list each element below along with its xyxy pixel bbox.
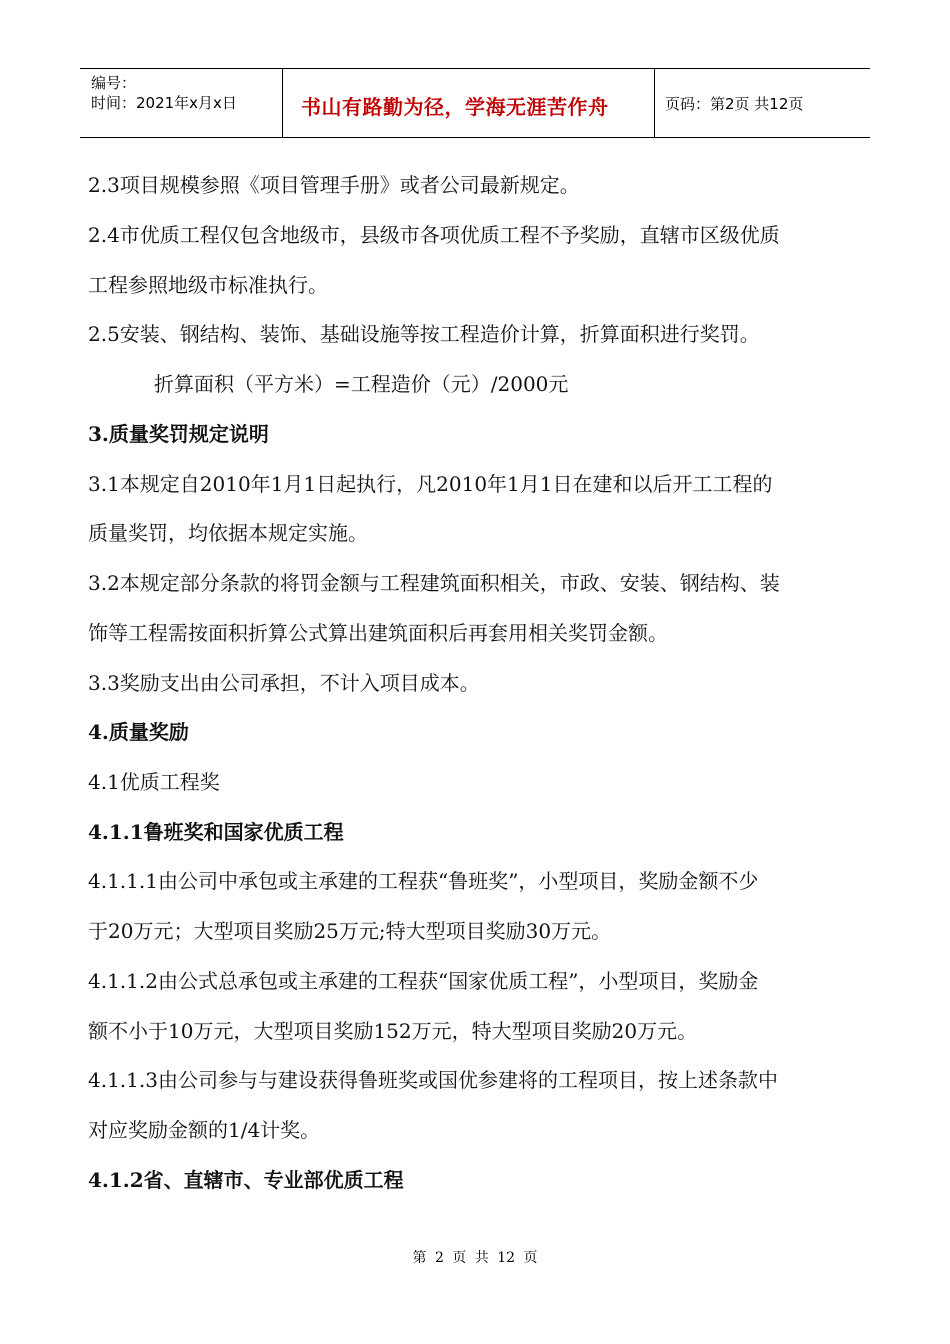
clause-3-1-cont: 质量奖罚，均依据本规定实施。 (88, 521, 368, 545)
clause-4-1-1-heading: 4.1.1鲁班奖和国家优质工程 (88, 820, 344, 844)
document-number-label: 编号： (91, 74, 137, 92)
header-motto: 书山有路勤为径，学海无涯苦作舟 (301, 95, 609, 119)
clause-2-4: 2.4市优质工程仅包含地级市，县级市各项优质工程不予奖励，直辖市区级优质 (88, 223, 780, 247)
clause-3-2: 3.2本规定部分条款的将罚金额与工程建筑面积相关，市政、安装、钢结构、装 (88, 571, 780, 595)
clause-4-1-1-3-cont: 对应奖励金额的1/4计奖。 (88, 1118, 321, 1142)
header-page-cell (655, 69, 870, 137)
clause-4-1-1-1: 4.1.1.1由公司中承包或主承建的工程获“鲁班奖”，小型项目，奖励金额不少 (88, 869, 759, 893)
section-3-heading: 3.质量奖罚规定说明 (88, 422, 269, 446)
clause-4-1-1-2: 4.1.1.2由公式总承包或主承建的工程获“国家优质工程”，小型项目，奖励金 (88, 969, 759, 993)
clause-3-1: 3.1本规定自2010年1月1日起执行，凡2010年1月1日在建和以后开工工程的 (88, 472, 773, 496)
clause-2-3: 2.3项目规模参照《项目管理手册》或者公司最新规定。 (88, 173, 580, 197)
document-date: 时间：2021年x月x日 (91, 94, 237, 112)
area-formula: 折算面积（平方米）=工程造价（元）/2000元 (154, 372, 569, 396)
clause-3-2-cont: 饰等工程需按面积折算公式算出建筑面积后再套用相关奖罚金额。 (88, 621, 668, 645)
clause-2-5: 2.5安装、钢结构、装饰、基础设施等按工程造价计算，折算面积进行奖罚。 (88, 322, 760, 346)
clause-4-1-1-1-cont: 于20万元；大型项目奖励25万元;特大型项目奖励30万元。 (88, 919, 612, 943)
clause-2-4-cont: 工程参照地级市标准执行。 (88, 273, 328, 297)
clause-3-3: 3.3奖励支出由公司承担，不计入项目成本。 (88, 671, 480, 695)
document-header (80, 68, 870, 138)
header-page-info: 页码：第2页 共12页 (665, 95, 804, 113)
clause-4-1-1-3: 4.1.1.3由公司参与与建设获得鲁班奖或国优参建将的工程项目，按上述条款中 (88, 1068, 778, 1092)
header-left-cell (80, 69, 283, 137)
clause-4-1: 4.1优质工程奖 (88, 770, 220, 794)
section-4-heading: 4.质量奖励 (88, 720, 189, 744)
clause-4-1-2-heading: 4.1.2省、直辖市、专业部优质工程 (88, 1168, 404, 1192)
page-footer: 第 2 页 共 12 页 (412, 1250, 538, 1266)
clause-4-1-1-2-cont: 额不小于10万元，大型项目奖励152万元，特大型项目奖励20万元。 (88, 1019, 698, 1043)
header-motto-cell (283, 69, 655, 137)
